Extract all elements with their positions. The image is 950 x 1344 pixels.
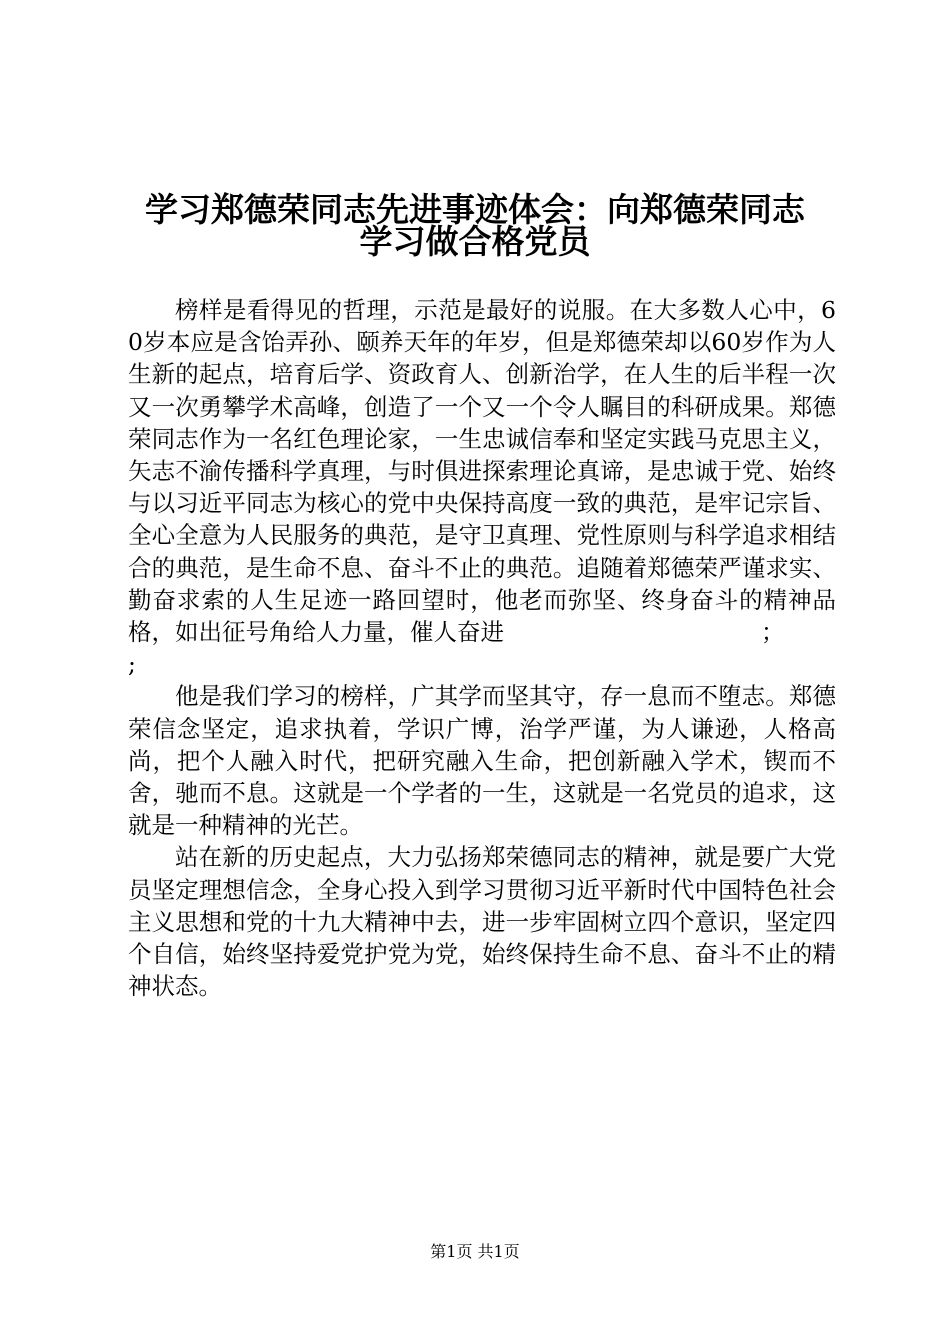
stray-semicolon: ; [128,650,136,679]
document-title-line-1: 学习郑德荣同志先进事迹体会：向郑德荣同志 [145,190,805,229]
document-body [128,294,836,1002]
stray-semicolon-line [128,648,836,680]
paragraph-1 [128,294,836,648]
paragraph-3: 站在新的历史起点，大力弘扬郑荣德同志的精神，就是要广大党员坚定理想信念，全身心投入到学习贯彻习近平新时代中国特色社会主义思想和党的十九大精神中去，进一步牢固树立四个意识，坚定四个自信，始终坚持爱党护党为党，始终保持生命不息、奋斗不止的精神状态。 [128,843,836,1001]
paragraph-1-text: 榜样是看得见的哲理，示范是最好的说服。在大多数人心中，60岁本应是含饴弄孙、颐养天年的年岁，但是郑德荣却以60岁作为人生新的起点，培育后学、资政育人、创新治学，在人生的后半程一次又一次勇攀学术高峰，创造了一个又一个令人瞩目的科研成果。郑德荣同志作为一名红色理论家，一生忠诚信奉和坚定实践马克思主义，矢志不渝传播科学真理，与时俱进探索理论真谛，是忠诚于党、始终与以习近平同志为核心的党中央保持高度一致的典范，是牢记宗旨、全心全意为人民服务的典范，是守卫真理、党性原则与科学追求相结合的典范，是生命不息、奋斗不止的典范。追随着郑德荣严谨求实、勤奋求索的人生足迹一路回望时，他老而弥坚、终身奋斗的精神品格，如出征号角给人力量，催人奋进 [128,296,836,647]
paragraph-2: 他是我们学习的榜样，广其学而坚其守，存一息而不堕志。郑德荣信念坚定，追求执着，学识广博，治学严谨，为人谦逊，人格高尚，把个人融入时代，把研究融入生命，把创新融入学术，锲而不舍，驰而不息。这就是一个学者的一生，这就是一名党员的追求，这就是一种精神的光芒。 [128,682,836,840]
end-semicolon: ； [761,618,785,647]
page-footer: 第1页 共1页 [430,1242,520,1261]
document-title-line-2: 学习做合格党员 [359,222,591,261]
